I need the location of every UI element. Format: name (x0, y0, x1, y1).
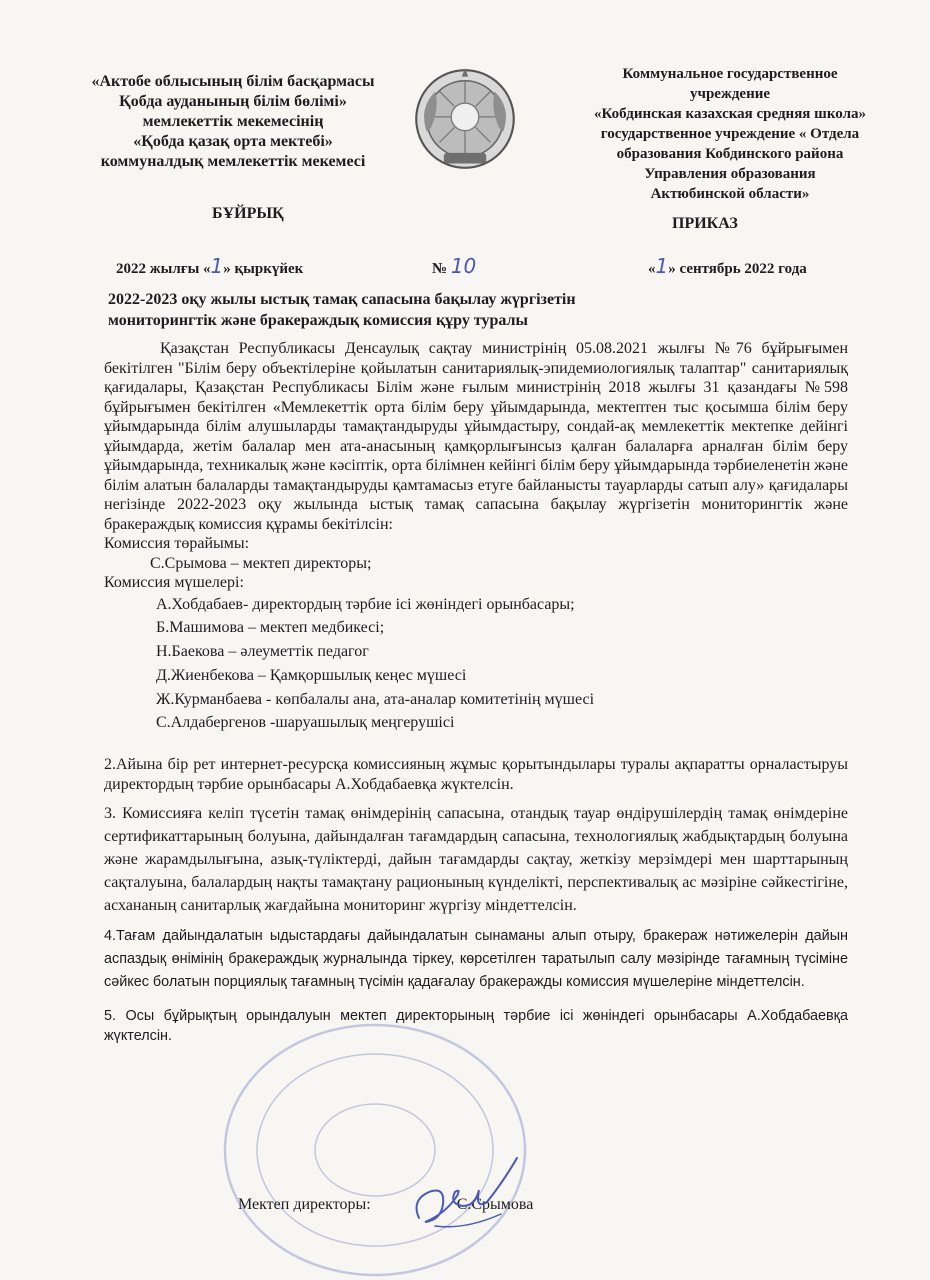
header-left-line: «Қобда қазақ орта мектебі» (133, 133, 333, 150)
doc-type-kz: БҰЙРЫҚ (212, 205, 284, 222)
header-right-line: Актюбинской области» (650, 186, 810, 202)
paragraph-1: Қазақстан Республикасы Денсаулық сақтау министрінің 05.08.2021 жылғы №76 бұйрығымен бекітілген "Білім беру объектілеріне қойылатын санитариялық-эпидемиологиялық талаптар" санитариялық қағидалары, Қазақстан Республикасы Білім және ғылым министрінің 2018 жылғы 31 қазандағы №598 бұйрығымен бекітілген «Мемлекеттік орта білім беру ұйымдарында, мектептен тыс қосымша білім беру ұйымдарында білім алушыларды тамақтандыруды ұйымдастыру, сондай-ақ мемлекеттік мектепке дейінгі ұйымдарда, жетім балалар мен ата-анасының қамқорлығынсыз қалған балаларға арналған білім беру ұйымдарында, техникалық және кәсіптік, орта білімнен кейінгі білім беру ұйымдарында тәрбиеленетін және білім алатын балаларды тамақтандыруды қамтамасыз етуге байланысты тауарларды сатып алу» қағидалары негізінде 2022-2023 оқу жылында ыстық тамақ сапасына бақылау жүргізетін мониторингтік және бракераждық комиссия құрамы бекітілсін: (104, 340, 848, 533)
order-body (104, 339, 848, 1046)
order-subject (108, 289, 668, 331)
state-emblem-icon (412, 66, 518, 172)
member-item: Д.Жиенбекова – Қамқоршылық кеңес мүшесі (156, 666, 467, 684)
member-item: С.Алдабергенов -шаруашылық меңгерушісі (156, 714, 455, 732)
paragraph-3: 3. Комиссияға келіп түсетін тамақ өнімдерінің сапасына, отандық тауар өндірушілердің тамақ өнімдеріне сертификаттарының болуына, дайындалған тағамдардың сапасына, технологиялық жабдықтардың болуына және жарамдылығына, азық-түліктерді, дайын тағамдарды сақтау, жеткізу мерзімдері мен шарттарының сақталуына, балалардың нақты тамақтану рационының күнделікті, перспективалық ас мәзіріне сәйкестігіне, асхананың санитарлық жағдайына мониторинг жүргізу міндеттелсін. (104, 805, 848, 915)
header-left-line: Қобда ауданының білім бөлімі» (119, 93, 347, 110)
paragraph-4: 4.Тағам дайындалатын ыдыстардағы дайындалатын сынаманы алып отыру, бракераж нәтижелерін дайын аспаздық өнімінің бракераждық журналында тіркеу, көрсетілген таратылып салу мәзірінде тағамның түсіміне сәйкес болатын порциялық тағамның түсімін қадағалау бракеражды комиссия мүшелеріне міндеттелсін. (104, 928, 848, 991)
date-kz-day: 1 (210, 254, 224, 278)
paragraph-2: 2.Айына бір рет интернет-ресурсқа комиссияның жұмыс қорытындылары туралы ақпаратты орналастыруы директордың тәрбие орынбасары А.Хобдабаевқа жүктелсін. (104, 756, 848, 793)
header-right-line: Коммунальное государственное (622, 66, 838, 82)
chair-name: С.Срымова – мектеп директоры; (150, 554, 372, 572)
signatory-name: С.Срымова (456, 1196, 534, 1213)
date-kz-prefix: 2022 жылғы « (116, 261, 211, 277)
date-ru-day: 1 (655, 254, 669, 278)
header-right-line: учреждение (689, 86, 771, 102)
subject-line: 2022-2023 оқу жылы ыстық тамақ сапасына бақылау жүргізетін (108, 291, 576, 308)
handwritten-signature-icon (405, 1152, 535, 1242)
member-item: Б.Машимова – мектеп медбикесі; (156, 619, 385, 637)
chair-label: Комиссия төрайымы: (104, 535, 250, 552)
date-kz-suffix: » қыркүйек (223, 261, 304, 277)
members-label: Комиссия мүшелері: (104, 574, 244, 591)
header-right-line: образования Кобдинского района (616, 146, 844, 162)
date-ru (648, 254, 807, 278)
member-item: Ж.Курманбаева - көпбалалы ана, ата-аналар комитетінің мүшесі (156, 690, 595, 708)
header-right-line: государственное учреждение « Отдела (600, 126, 860, 142)
member-item: Н.Баекова – әлеуметтік педагог (156, 643, 369, 661)
date-ru-prefix: « (648, 261, 656, 277)
date-ru-suffix: » сентябрь 2022 года (668, 261, 807, 277)
header-left-line: коммуналдық мемлекеттік мекемесі (100, 153, 366, 170)
order-number (432, 254, 476, 278)
order-number-prefix: № (432, 261, 451, 277)
header-right-ru (555, 64, 905, 204)
header-right-line: «Кобдинская казахская средняя школа» (593, 106, 866, 122)
order-number-value: 10 (450, 254, 477, 278)
signatory-role: Мектеп директоры: (238, 1196, 371, 1213)
doc-type-ru: ПРИКАЗ (672, 215, 738, 232)
header-left-kz (68, 72, 398, 172)
date-kz (116, 254, 303, 278)
member-item: А.Хобдабаев- директордың тәрбие ісі жөніндегі орынбасары; (156, 595, 575, 613)
paragraph-5: 5. Осы бұйрықтың орындалуын мектеп директорының тәрбие ісі жөніндегі орынбасары А.Хобдабаевқа жүктелсін. (104, 1008, 848, 1045)
header-left-line: «Актобе облысының білім басқармасы (91, 73, 375, 90)
subject-line: мониторингтік және бракераждық комиссия құру туралы (108, 312, 529, 329)
header-left-line: мемлекеттік мекемесінің (142, 113, 324, 130)
header-right-line: Управления образования (644, 166, 816, 182)
